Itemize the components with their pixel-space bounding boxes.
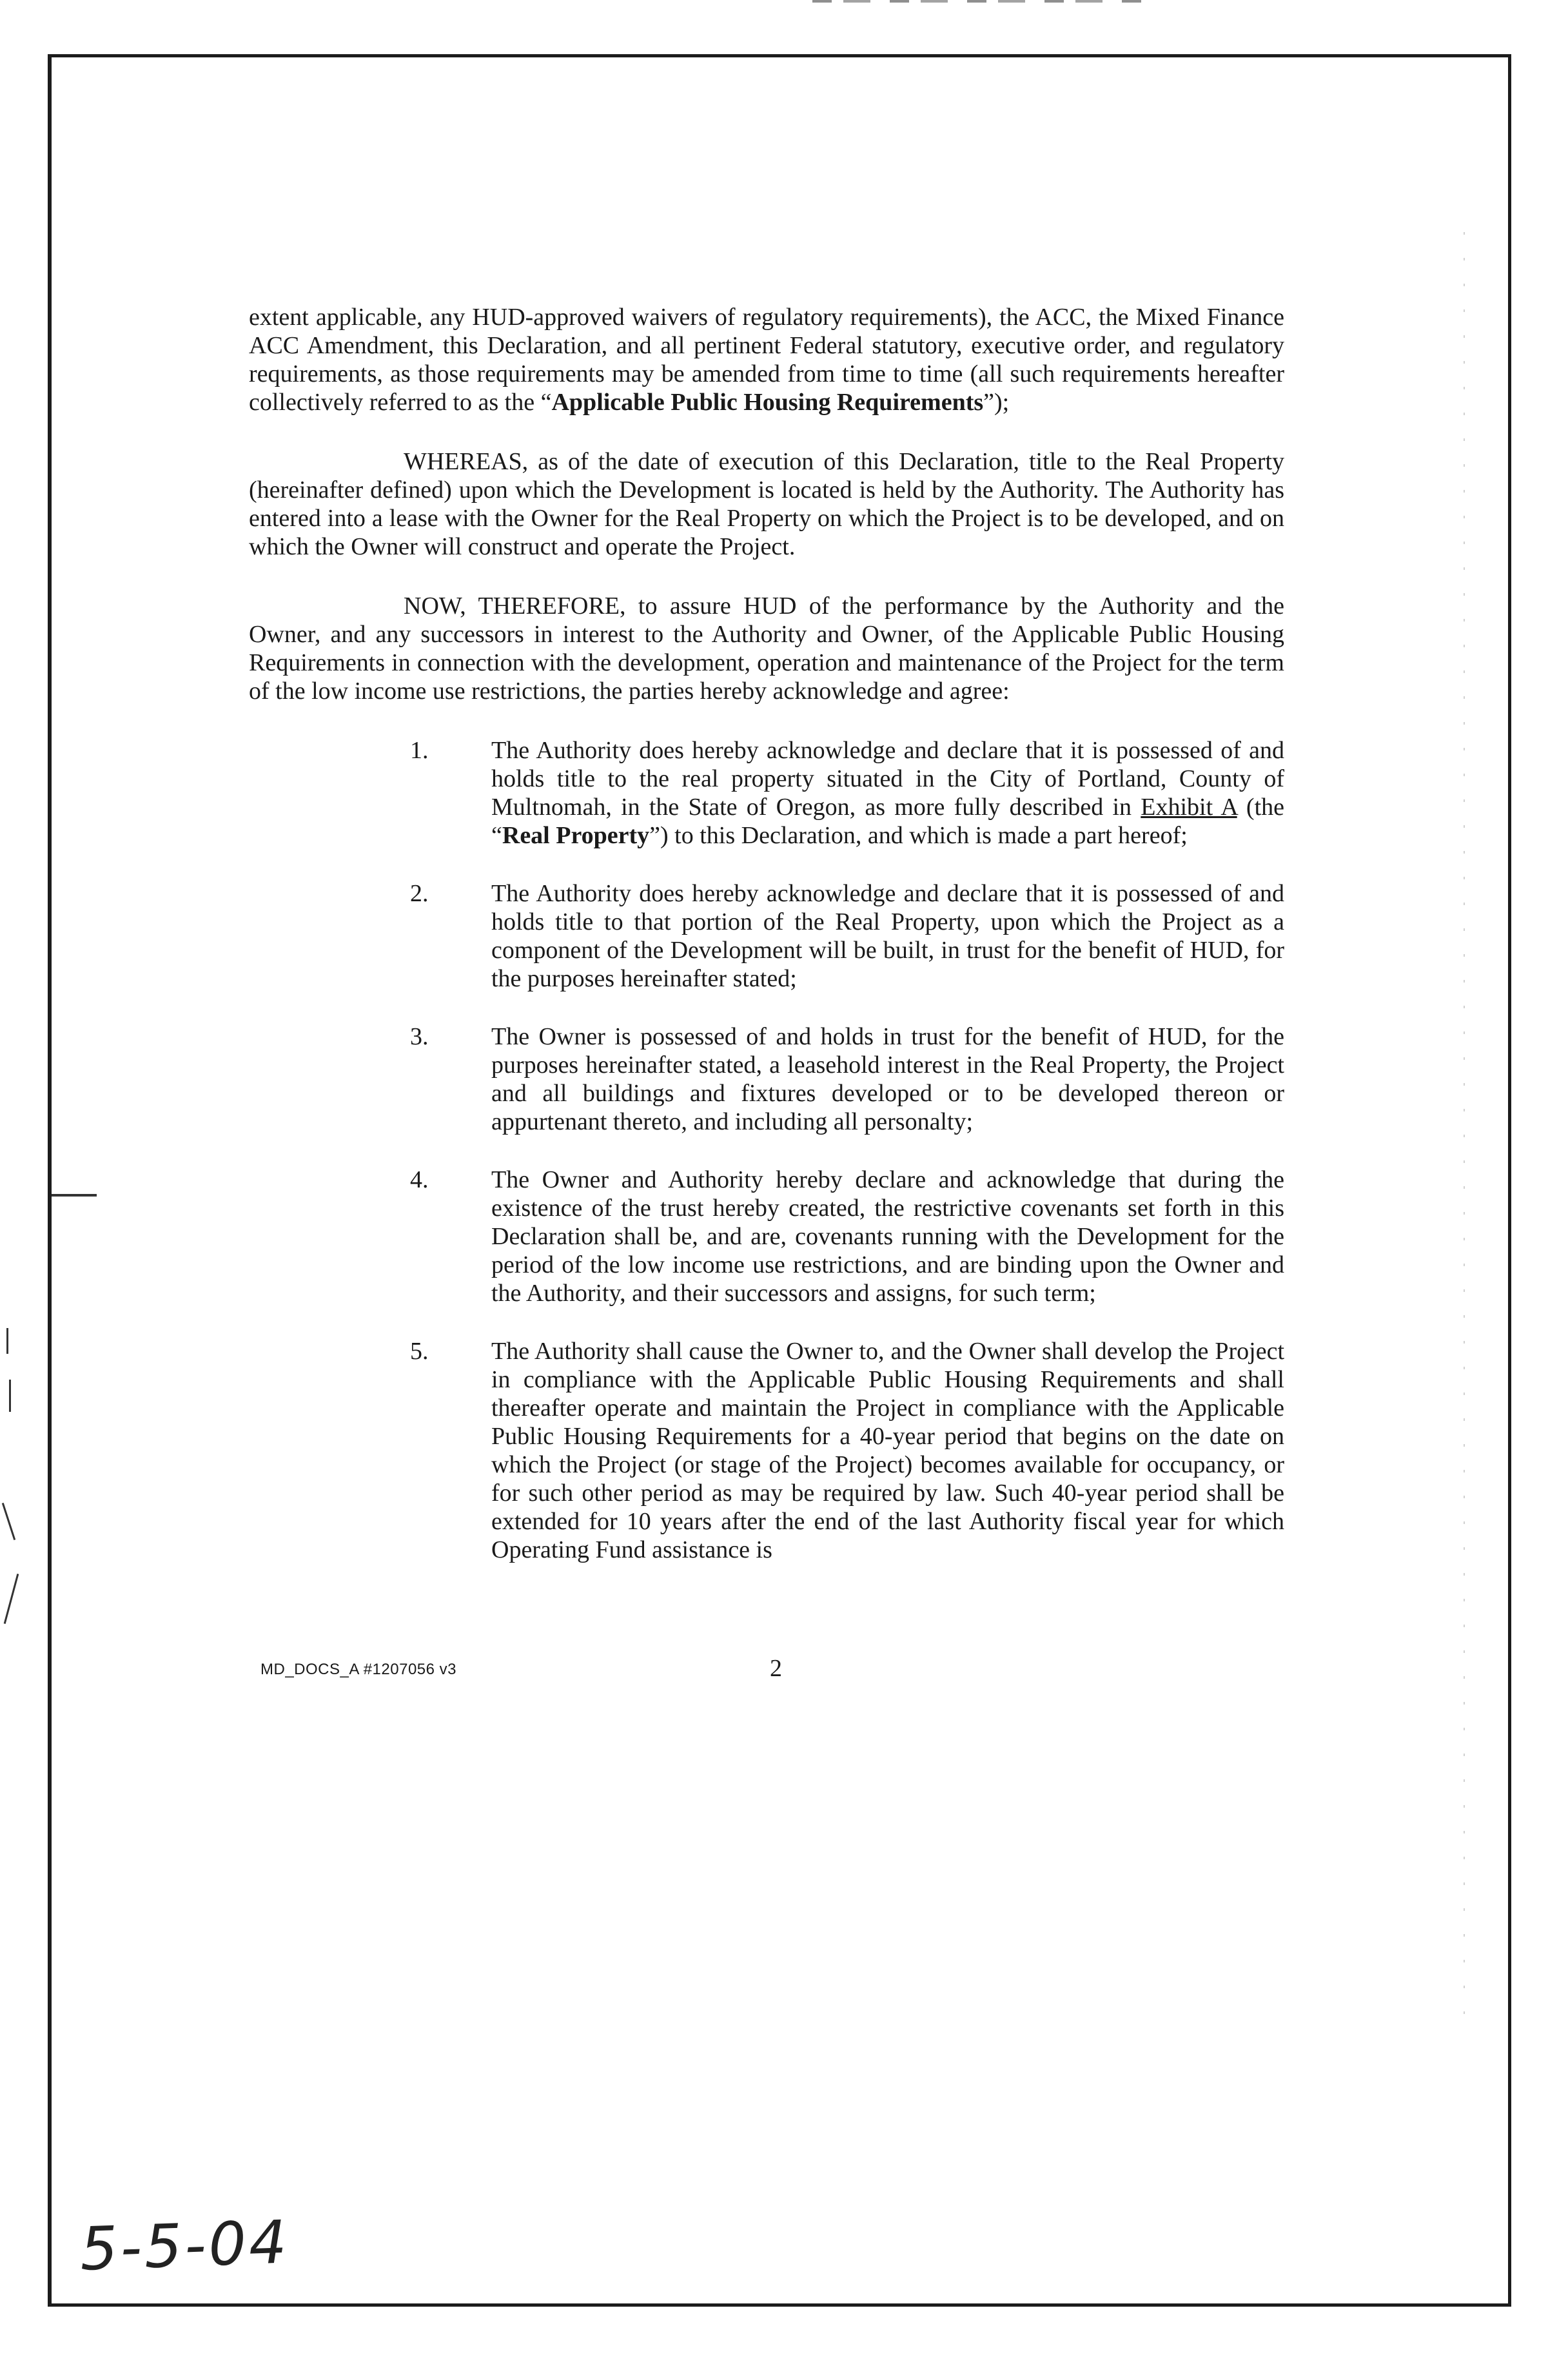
paragraph-whereas: WHEREAS, as of the date of execution of this Declaration, title to the Real Property (hereinafter defined) upon which the Development is located is held by the Authority. The Authority has entered into a lease with the Owner for the Real Property on which the Project is to be developed, and on which the Owner will construct and operate the Project. bbox=[249, 448, 1284, 560]
list-number: 1. bbox=[410, 737, 429, 764]
list-item: 3. The Owner is possessed of and holds in trust for the benefit of HUD, for the purposes hereinafter stated, a leasehold interest in the Real Property, the Project and all buildings and fixtures developed or to be developed thereon or appurtenant thereto, and including all personalty; bbox=[410, 1023, 1284, 1135]
handwritten-date: 5-5-04 bbox=[79, 2207, 291, 2284]
defined-term: Real Property bbox=[502, 822, 650, 849]
list-number: 4. bbox=[410, 1166, 429, 1193]
scan-artifact bbox=[812, 0, 1148, 3]
exhibit-reference: Exhibit A bbox=[1141, 794, 1237, 821]
footer-page-number: 2 bbox=[770, 1655, 782, 1682]
margin-scan-marks bbox=[1464, 232, 1465, 2037]
margin-tick bbox=[2, 1503, 15, 1540]
margin-tick bbox=[9, 1380, 11, 1412]
paragraph-now-therefore: NOW, THEREFORE, to assure HUD of the performance by the Authority and the Owner, and any successors in interest to the Authority and Owner, of the Applicable Public Housing Requirements in connection with the development, operation and maintenance of the Project for the term of the low income use restrictions, the parties hereby acknowledge and agree: bbox=[249, 592, 1284, 705]
margin-tick bbox=[52, 1194, 97, 1197]
defined-term: Applicable Public Housing Requirements bbox=[551, 389, 984, 416]
list-item: 2. The Authority does hereby acknowledge and declare that it is possessed of and holds title to that portion of the Real Property, upon which the Project as a component of the Development will be built, in trust for the benefit of HUD, for the purposes hereinafter stated; bbox=[410, 880, 1284, 992]
footer-document-id: MD_DOCS_A #1207056 v3 bbox=[260, 1661, 457, 1678]
list-item: 4. The Owner and Authority hereby declare and acknowledge that during the existence of the trust hereby created, the restrictive covenants set forth in this Declaration shall be, and are, covenants running with the Development for the period of the low income use restrictions, and are binding upon the Owner and the Authority, and their successors and assigns, for such term; bbox=[410, 1166, 1284, 1307]
list-item: 1. The Authority does hereby acknowledge and declare that it is possessed of and holds title to the real property situated in the City of Portland, County of Multnomah, in the State of Oregon, as more fully described in Exhibit A (the “Real Property”) to this Declaration, and which is made a part hereof; bbox=[410, 737, 1284, 849]
paragraph-applicable-requirements: extent applicable, any HUD-approved waivers of regulatory requirements), the ACC, the Mixed Finance ACC Amendment, this Declaration, and all pertinent Federal statutory, executive order, and regulatory requirements, as those requirements may be amended from time to time (all such requirements hereafter collectively referred to as the “Applicable Public Housing Requirements”); bbox=[249, 304, 1284, 416]
margin-tick bbox=[4, 1574, 19, 1624]
list-number: 5. bbox=[410, 1338, 429, 1365]
list-number: 3. bbox=[410, 1023, 429, 1050]
margin-tick bbox=[6, 1328, 8, 1354]
document-body bbox=[249, 303, 1284, 1594]
list-number: 2. bbox=[410, 880, 429, 907]
list-item: 5. The Authority shall cause the Owner to, and the Owner shall develop the Project in compliance with the Applicable Public Housing Requirements and shall thereafter operate and maintain the Project in compliance with the Applicable Public Housing Requirements for a 40-year period that begins on the date on which the Project (or stage of the Project) becomes available for occupancy, or for such other period as may be required by law. Such 40-year period shall be extended for 10 years after the end of the last Authority fiscal year for which Operating Fund assistance is bbox=[410, 1338, 1284, 1563]
